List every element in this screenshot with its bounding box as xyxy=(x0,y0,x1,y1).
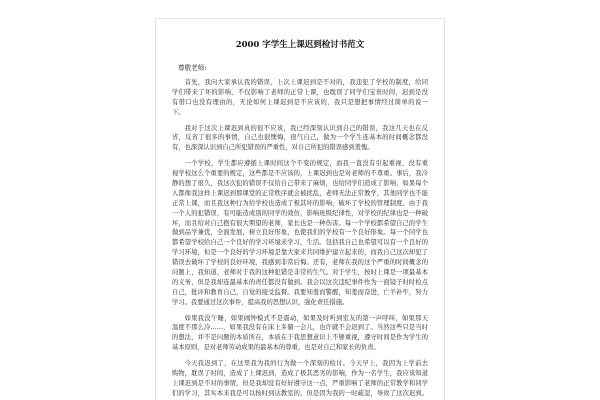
text-line: 学们带来了坏的影响，不仅影响了老师的正常上课，也耽误了同学们宝贵时间，迟到是没 xyxy=(172,88,428,96)
text-line: 一个人的犯错误，有可能造成别的同学的效仿，影响班级纪律性，对学校的纪律也是一种破 xyxy=(172,209,428,217)
text-line: 有，也深深认识到自己所犯错误的严重性，对自己所犯的错误感到羞愧。 xyxy=(172,144,374,152)
document-page xyxy=(155,18,445,400)
text-line: 问题上，我知道，老师对于我的这种犯错是非常的生气。对于学生，按时上课是一项最基本 xyxy=(172,269,428,277)
text-line: 学习环境，但是一个良好的学习环境是靠大家来共同维护建立起来的，而我自己这次却犯了 xyxy=(172,249,428,257)
text-line: 自己，批评和教育自己，自觉的接受监督。我要知羞而警醒，知羞而奋进，亡羊补牢，努力 xyxy=(172,288,428,296)
text-line: 的想法，并不是问题的本质所在，本质在于我思想意识上不够重视，遵守时间是作为学生的 xyxy=(172,334,428,342)
text-line: 如果我没午睡，如果闹钟模式不是震动，如果及时听到室友的第一声呼叫，如果那天 xyxy=(184,314,428,322)
document-body xyxy=(172,78,428,399)
salutation: 尊敬老师: xyxy=(178,64,207,72)
paragraph xyxy=(172,359,428,399)
text-line: 们的学习，其实本来我是可以按时到达教室的，但是因为我的一时疏忽，导致了这次迟到。 xyxy=(172,389,428,397)
text-line: 有借口也没有理由的，无论如何上课迟到是不应该的，我只是想把事情经过简单的说一 xyxy=(172,98,428,106)
text-line: 都希望学校给自己一个良好的学习环境来学习，生活。包括我自己也希望可以有一个良好的 xyxy=(172,239,428,247)
paragraph xyxy=(172,78,428,118)
text-line: 今天我迟到了，在这里我为我的行为做一个深刻的检讨。今天早上，我因为上学前去 xyxy=(184,360,428,368)
text-line: 正常上课，而且我这种行为给学校也造成了极其坏的影响，破坏了学校的管理制度。由于我 xyxy=(172,199,428,207)
text-line: 的义务，但是我却连最基本的责任都没有做到。我会以这次违纪事件作为一面镜子时时检点 xyxy=(172,278,428,286)
document-title: 2000 字学生上课迟到检讨书范文 xyxy=(235,40,365,50)
text-line: 错误去破坏了学校的良好环境，我感到非常后悔。还有，老师在我的这个严重的时间概念的 xyxy=(172,259,428,267)
text-line: 一个学校，学生都应遵循上课时间这个不变的规定，而我一直没有引起重视，没有重 xyxy=(184,160,428,168)
text-line: 做到品学兼优，全面发展，树立良好形象，也使我们的学校有一个良好形象。每一个同学也 xyxy=(172,229,428,237)
paragraph xyxy=(172,314,428,354)
text-line: 基本原则，是对老师劳动成果的最基本的尊重，也是对自己和家长的负责。 xyxy=(172,344,380,352)
text-line: 首先，我向大家承认我的错误，上次上课迟到是不对的，我违犯了学校的制度，给同 xyxy=(184,79,428,86)
text-line: 静的想了很久，我这次犯的错误不仅给自己带来了麻烦，也给同学们造成了影响，如果每个 xyxy=(172,180,428,188)
text-line: 视学校这么个重要的规定，这些都是不应该的，上课迟到也是对老师的不尊重。事后，我冷 xyxy=(172,170,428,178)
text-line: 上课迟到是不对的事情，但是我却没有好好遵守这一点，严重影响了老师的正常教学和同学 xyxy=(172,379,428,387)
text-line: 下。 xyxy=(172,108,185,116)
text-line: 省，反省了很多的事情，自己也很懊悔，很气自己，做为一个学生连基本的时间概念都没 xyxy=(172,134,428,142)
text-line: 坏，而且给对自己抱有很大期望的老师，家长也是一种伤害。每一个学校都希望自己的学生 xyxy=(172,219,428,227)
text-line: 学习。我要通过这次事件，提高我的思想认识，强化责任措施。 xyxy=(172,298,349,306)
text-line: 人都像我这样上课迟到那课堂的正常秩序就会被扰乱，老师无法正常教学，其他同学也不能 xyxy=(172,189,428,197)
text-line: 我对于这次上课迟到真的很不应该，我已经深刻认识到自己的错误，我这几天也在反 xyxy=(184,124,428,132)
paragraph xyxy=(172,159,428,307)
text-line: 温度不那么冷……，如果我没有在床上多躺一会儿，也许就不会迟到了。当然这些只是当时 xyxy=(172,324,428,332)
text-line: 购物，耽误了时间，造成了上课迟到，造成了极其恶劣的影响，作为一名学生，我应该知道 xyxy=(172,370,428,378)
paragraph xyxy=(172,124,428,154)
